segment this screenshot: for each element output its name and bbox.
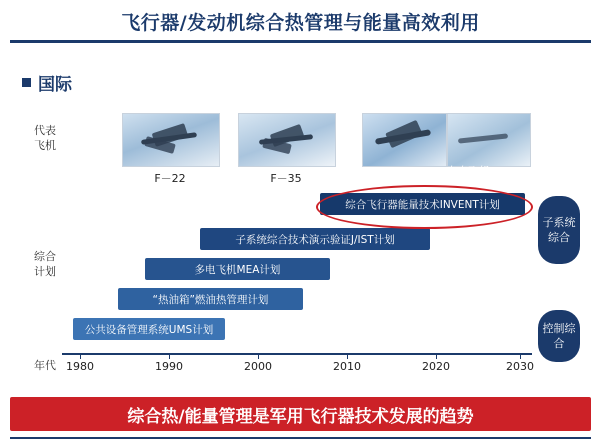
- right-box-subsystem-integration-label: 子系统综合: [542, 216, 576, 244]
- axis-label-program: [28, 249, 62, 279]
- right-box-subsystem-integration: [538, 196, 580, 264]
- photo-caption-future: 未来飞机: [446, 165, 490, 178]
- tick-label-1990: 1990: [155, 360, 183, 373]
- tick-label-2000: 2000: [244, 360, 272, 373]
- tick-2010: [347, 353, 348, 359]
- axis-label-program-line1: 综合: [34, 250, 56, 263]
- photo-caption-f35: F－35: [270, 172, 302, 185]
- axis-label-aircraft-line1: 代表: [34, 124, 56, 137]
- axis-label-era: 年代: [34, 359, 56, 372]
- title-divider: [10, 40, 591, 43]
- photo-caption-f22: F－22: [154, 172, 186, 185]
- tick-2000: [258, 353, 259, 359]
- bottom-divider: [10, 437, 591, 439]
- axis-label-program-line2: 计划: [34, 265, 56, 278]
- page-title: 飞行器/发动机综合热管理与能量高效利用: [121, 12, 480, 34]
- section-heading-label: 国际: [38, 75, 72, 95]
- timeline-axis: [62, 353, 532, 355]
- program-bar-hot-fuel-tank[interactable]: “热油箱”燃油热管理计划: [118, 288, 303, 310]
- tick-label-2010: 2010: [333, 360, 361, 373]
- program-bar-mea[interactable]: 多电飞机MEA计划: [145, 258, 330, 280]
- tick-label-2030: 2030: [506, 360, 534, 373]
- photo-f22: [122, 113, 220, 167]
- right-box-control-integration: [538, 310, 580, 362]
- bottom-banner: 综合热/能量管理是军用飞行器技术发展的趋势: [10, 397, 591, 431]
- axis-label-aircraft: [28, 123, 62, 153]
- tick-label-2020: 2020: [422, 360, 450, 373]
- tick-2030: [520, 353, 521, 359]
- program-bar-ums[interactable]: 公共设备管理系统UMS计划: [73, 318, 225, 340]
- right-box-control-integration-label: 控制综合: [542, 322, 576, 350]
- axis-label-aircraft-line2: 飞机: [34, 139, 56, 152]
- section-heading: [22, 70, 72, 95]
- invent-highlight-ellipse: [316, 185, 533, 229]
- photo-future-aircraft-1: [362, 113, 447, 167]
- tick-1990: [169, 353, 170, 359]
- program-bar-jist[interactable]: 子系统综合技术演示验证J/IST计划: [200, 228, 430, 250]
- program-bar-invent[interactable]: 综合飞行器能量技术INVENT计划: [320, 193, 525, 215]
- tick-1980: [80, 353, 81, 359]
- tick-label-1980: 1980: [66, 360, 94, 373]
- bullet-square-icon: [22, 78, 31, 87]
- photo-f35: [238, 113, 336, 167]
- photo-future-aircraft-2: [447, 113, 531, 167]
- tick-2020: [436, 353, 437, 359]
